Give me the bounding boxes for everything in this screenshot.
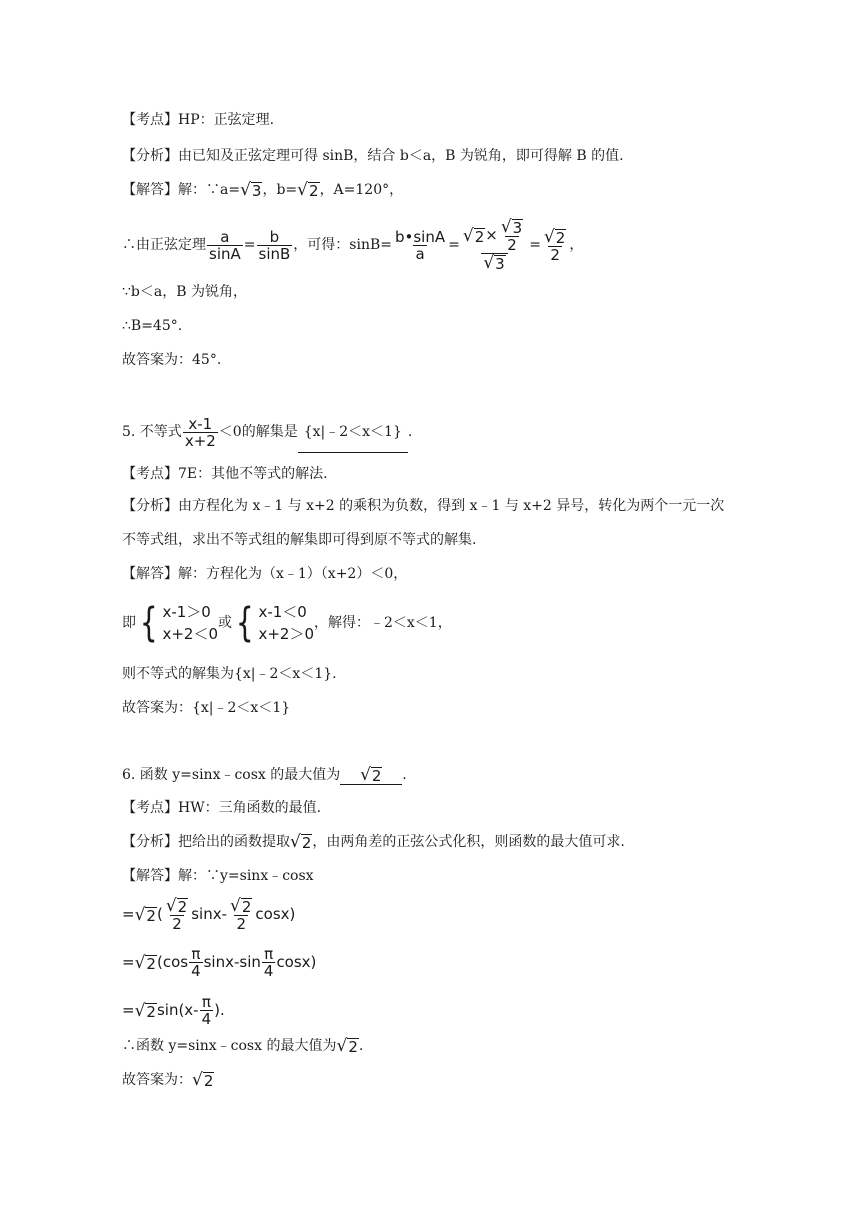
- sqrt-2: √ 2: [134, 904, 156, 925]
- frac-bsinA-a: $\frac{b•\sin A}{a}$: [394, 227, 446, 263]
- p5-question: [122, 412, 412, 453]
- sqrt-2: √ 2: [297, 180, 319, 200]
- inequality-system-2: { x-1＜0 x+2＞0: [235, 600, 314, 646]
- p6-q-prefix: 6. 函数 y=sinx﹣cosx 的最大值为: [122, 767, 341, 783]
- p5-systems-line: [122, 598, 452, 648]
- p6-fenxi-suffix: ，由两角差的正弦公式化积，则函数的最大值可求.: [312, 834, 625, 850]
- frac-sqrt2-2: √ 2 2: [543, 226, 566, 264]
- p5-q-prefix: 5. 不等式: [122, 424, 182, 440]
- sqrt-2: √ 2: [192, 1070, 214, 1090]
- p4-jieda: [122, 180, 403, 200]
- p5-huo: 或: [218, 615, 232, 631]
- p4-answer: 故答案为：45°.: [122, 352, 222, 368]
- p6-fenxi-prefix: 【分析】把给出的函数提取: [122, 834, 290, 850]
- p5-fenxi-2: 不等式组，求出不等式组的解集即可得到原不等式的解集.: [122, 532, 477, 548]
- p6-max-end: .: [358, 1038, 364, 1054]
- p6-step-3: = √ 2 sin(x- $\frac{\pi}{4}$ ).: [122, 993, 225, 1028]
- sqrt-2: √ 2: [336, 1036, 358, 1056]
- sqrt-2: √ 2: [360, 764, 382, 785]
- frac-sqrt2-2: √ 2 2: [230, 896, 252, 933]
- p6-step-2: = √ 2 (cos $\frac{\pi}{4}$ sinx-sin $\frac{\pi}{4}$ cosx): [122, 945, 317, 980]
- p5-kaodian: 【考点】7E：其他不等式的解法.: [122, 466, 328, 482]
- equals: =: [448, 237, 460, 253]
- p6-fenxi: [122, 832, 625, 852]
- sqrt-3: √ 3: [240, 180, 262, 200]
- p6-answer: [122, 1070, 214, 1090]
- answer-blank: [340, 764, 402, 785]
- p6-max: [122, 1036, 363, 1056]
- frac-b-sinB: $\frac{b}{\sin B}$: [258, 227, 291, 263]
- frac-a-sinA: $\frac{a}{\sin A}$: [209, 227, 241, 263]
- frac-pi-4: $\frac{\pi}{4}$: [201, 993, 212, 1028]
- p6-step-1: = √ 2 ( √ 2 2 sinx- √ 2 2 cosx): [122, 896, 296, 933]
- p6-max-prefix: ∴函数 y=sinx﹣cosx 的最大值为: [122, 1038, 337, 1054]
- p4-l2-end: ，: [569, 237, 584, 253]
- p5-ze: 则不等式的解集为{x|﹣2＜x＜1}.: [122, 666, 337, 682]
- p5-fenxi-1: 【分析】由方程化为 x﹣1 与 x+2 的乘积为负数，得到 x﹣1 与 x+2 异号，转化为两个一元一次: [122, 498, 725, 514]
- p4-jieda-b: ，b=: [262, 182, 298, 198]
- sqrt-2: √ 2: [290, 832, 312, 852]
- frac-pi-4: $\frac{\pi}{4}$: [263, 945, 274, 980]
- p4-kaodian: 【考点】HP：正弦定理.: [122, 112, 275, 128]
- frac-x-1-x+2: $\frac{x-1}{x+2}$: [184, 414, 216, 450]
- sqrt-2: √ 2: [543, 226, 566, 247]
- p6-jieda: 【解答】解：∵y=sinx﹣cosx: [122, 868, 314, 884]
- equals: =: [529, 237, 541, 253]
- p6-question: [122, 764, 407, 785]
- p5-q-end: .: [407, 424, 413, 440]
- sqrt-2: √ 2: [134, 952, 156, 973]
- p5-jiede: ，解得：﹣2＜x＜1，: [314, 615, 452, 631]
- p5-ji: 即: [122, 615, 136, 631]
- p4-l3: ∵b＜a，B 为锐角，: [122, 284, 247, 300]
- sqrt-3: √ 3: [500, 217, 523, 237]
- p4-l2-prefix: ∴由正弦定理: [122, 237, 206, 253]
- frac-pi-4: $\frac{\pi}{4}$: [191, 945, 201, 980]
- equals: =: [243, 237, 256, 253]
- frac-sqrt3-2: √ 3 2: [500, 217, 523, 254]
- p5-jieda: 【解答】解：方程化为（x﹣1）（x+2）＜0，: [122, 566, 408, 582]
- sqrt-3: √ 3: [483, 253, 505, 273]
- sqrt-2: √ 2: [134, 1000, 156, 1021]
- p4-l4: ∴B=45°.: [122, 318, 183, 334]
- inequality-system-1: { x-1＞0 x+2＜0: [139, 600, 218, 646]
- frac-compound: √ 2 × √ 3 2 √ 3: [461, 218, 528, 272]
- p5-answer: 故答案为：{x|﹣2＜x＜1}: [122, 700, 291, 716]
- p4-jieda-A: ，A=120°，: [319, 182, 404, 198]
- p4-l2-mid: ，可得：sinB=: [293, 237, 392, 253]
- p4-jieda-prefix: 【解答】解：∵a=: [122, 182, 241, 198]
- p4-fenxi: 【分析】由已知及正弦定理可得 sinB，结合 b＜a，B 为锐角，即可得解 B 的值.: [122, 148, 624, 164]
- p6-kaodian: 【考点】HW：三角函数的最值.: [122, 800, 322, 816]
- p6-ans-prefix: 故答案为：: [122, 1072, 192, 1088]
- answer-blank: {x|﹣2＜x＜1}: [298, 412, 408, 453]
- p6-q-end: .: [402, 767, 407, 783]
- p5-q-lt: ＜0的解集是: [218, 424, 298, 440]
- sqrt-2: √ 2: [462, 225, 485, 246]
- p4-sine-law-line: [122, 218, 583, 272]
- frac-sqrt2-2: √ 2 2: [165, 896, 188, 933]
